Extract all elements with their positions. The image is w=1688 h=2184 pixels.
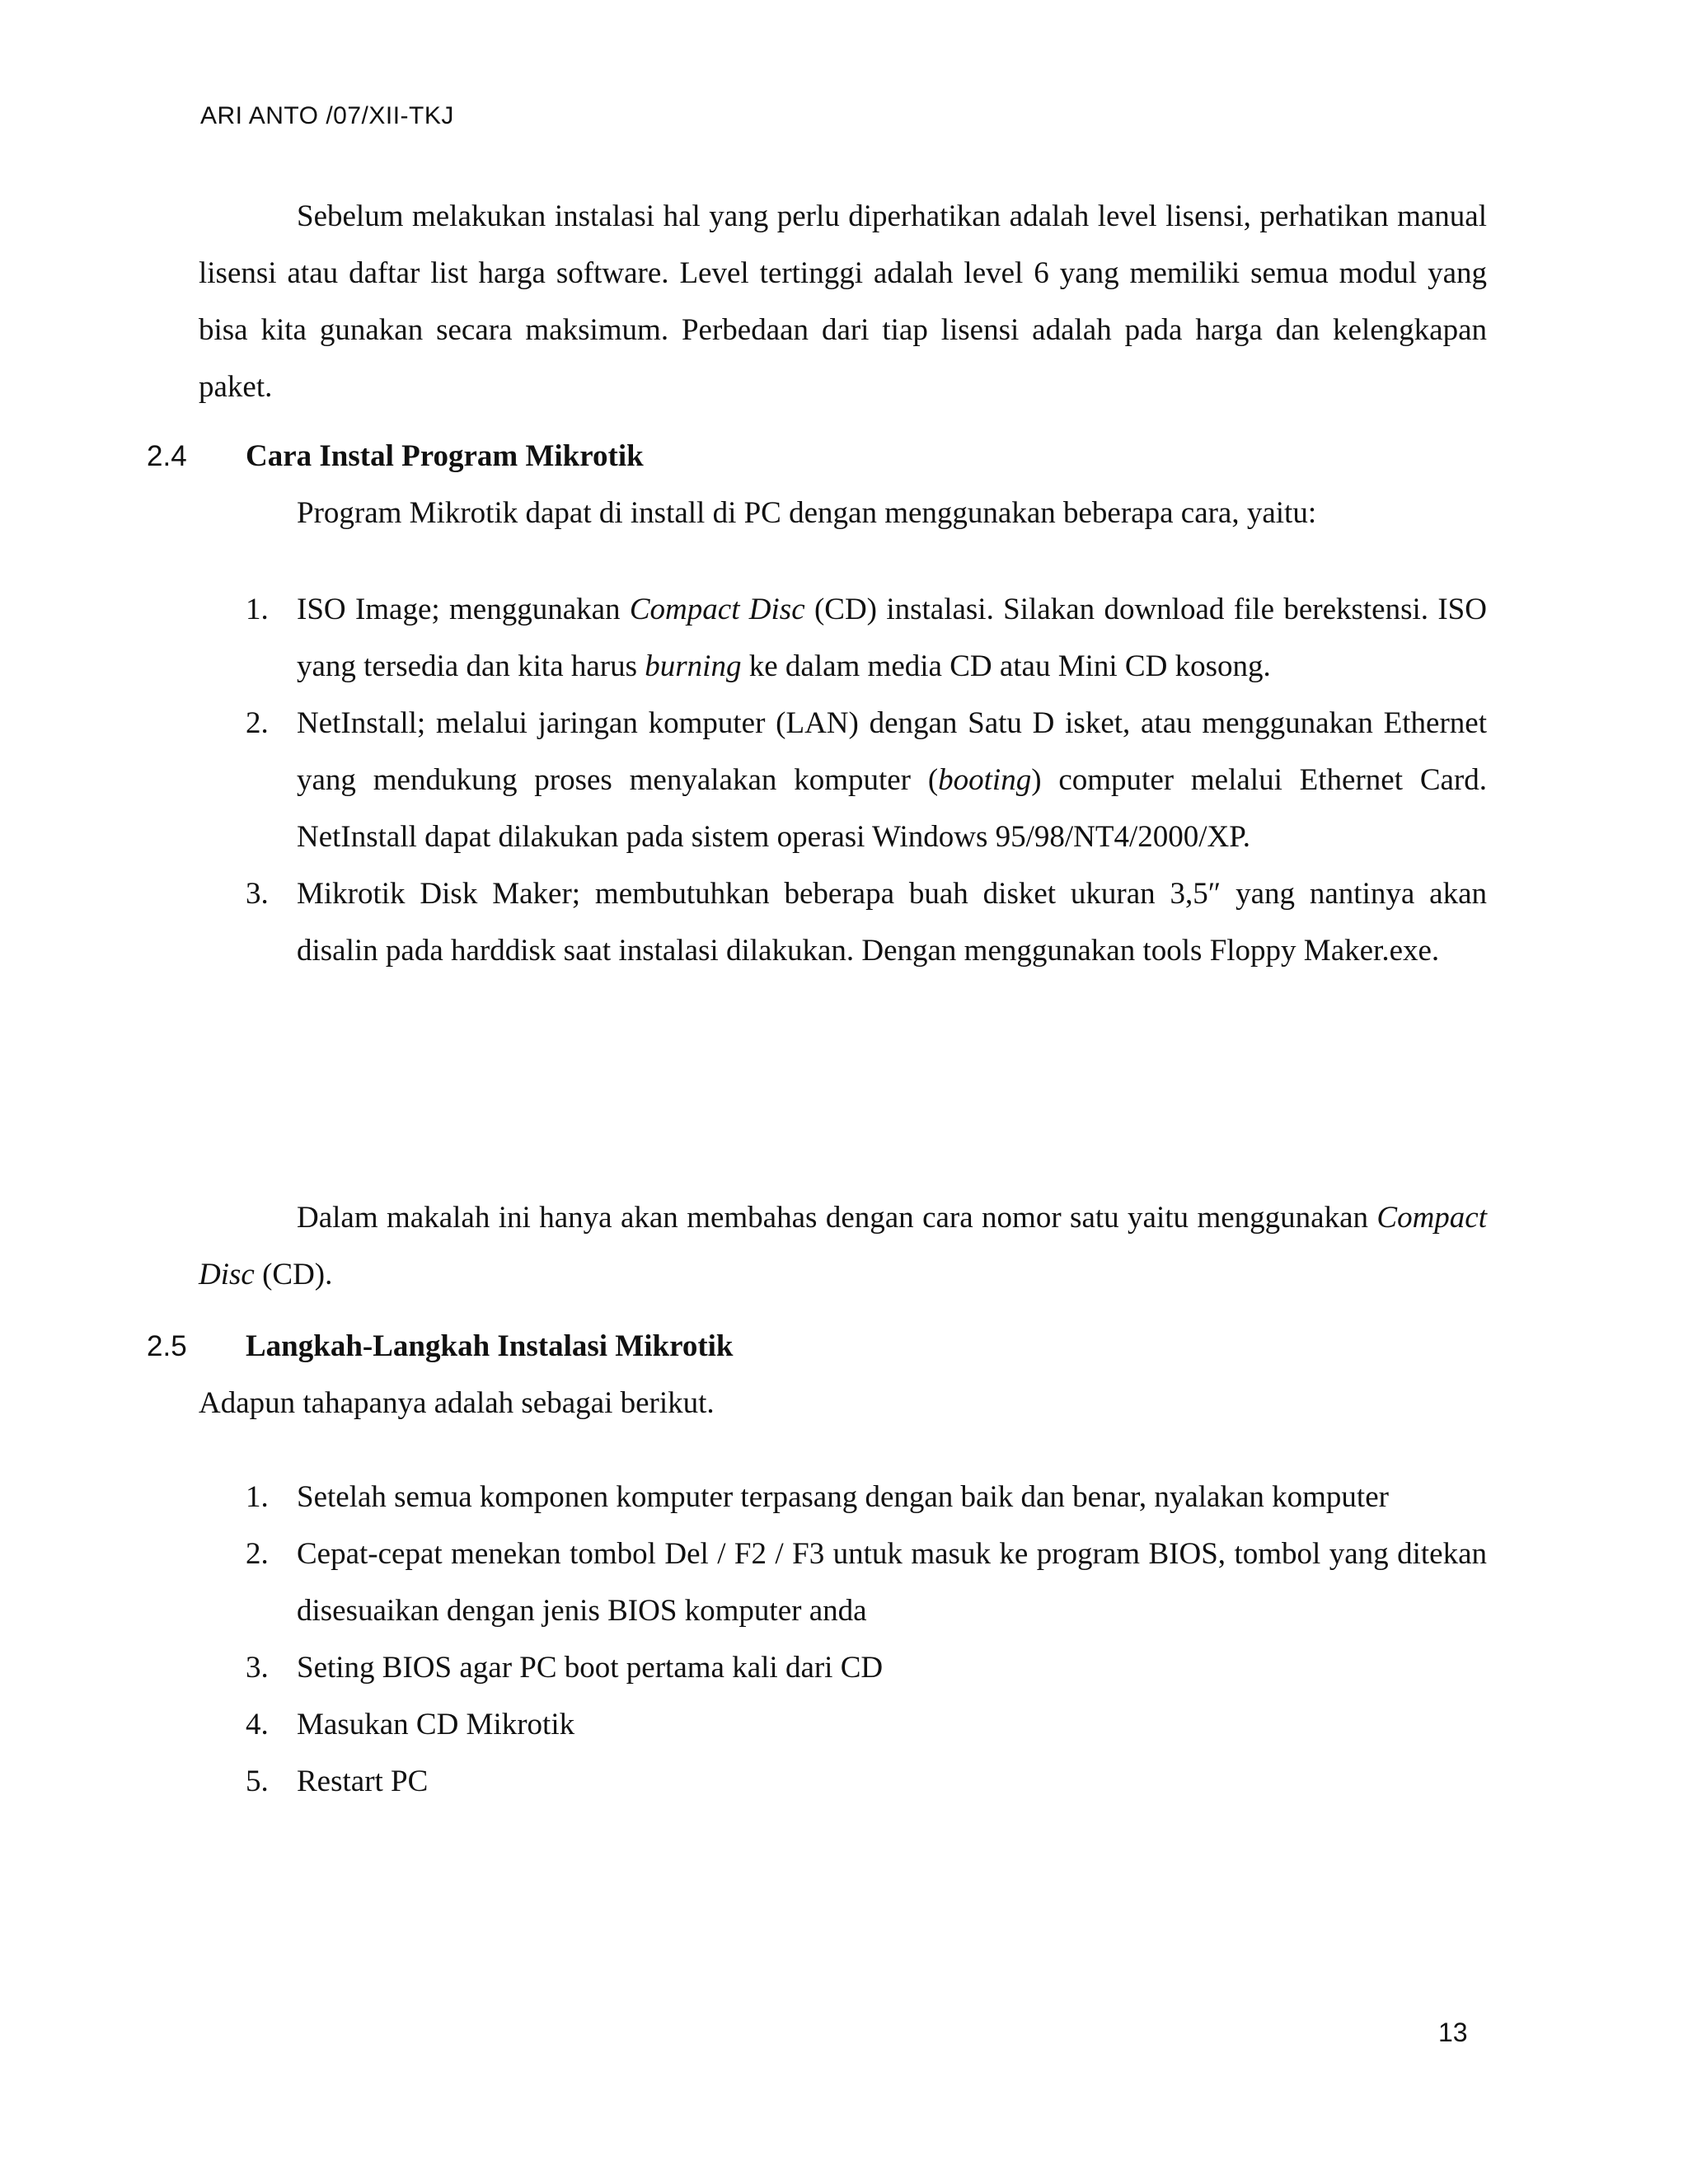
section-2-4-lead: Program Mikrotik dapat di install di PC dengan menggunakan beberapa cara, yaitu: — [297, 496, 1317, 530]
list-item: 4. Masukan CD Mikrotik — [246, 1696, 1487, 1753]
list-marker: 1. — [246, 593, 269, 626]
closing-paragraph: Dalam makalah ini hanya akan membahas dengan cara nomor satu yaitu menggunakan Compact Disc (CD). — [199, 1201, 1487, 1291]
list-item: 2. NetInstall; melalui jaringan komputer (LAN) dengan Satu D isket, atau menggunakan Ethernet yang mendukung proses menyalakan komputer (booting) computer melalui Ethernet Card. NetInstall dapat dilakukan pada sistem operasi Windows 95/98/NT4/2000/XP. — [246, 695, 1487, 865]
list-marker: 2. — [246, 706, 269, 740]
list-item: 1. Setelah semua komponen komputer terpasang dengan baik dan benar, nyalakan komputer — [246, 1469, 1487, 1526]
list-marker: 1. — [246, 1480, 269, 1514]
section-heading-2-5 — [147, 1318, 734, 1375]
section-number: 2.4 — [147, 440, 187, 472]
section-2-5-lead: Adapun tahapanya adalah sebagai berikut. — [199, 1386, 715, 1420]
section-title: Cara Instal Program Mikrotik — [246, 439, 644, 473]
list-marker: 2. — [246, 1537, 269, 1571]
list-item: 3. Mikrotik Disk Maker; membutuhkan beberapa buah disket ukuran 3,5″ yang nantinya akan disalin pada harddisk saat instalasi dilakukan. Dengan menggunakan tools Floppy Maker.exe. — [246, 865, 1487, 979]
list-item: 3. Seting BIOS agar PC boot pertama kali dari CD — [246, 1639, 1487, 1696]
section-number: 2.5 — [147, 1330, 187, 1362]
list-marker: 3. — [246, 1651, 269, 1685]
list-item: 5. Restart PC — [246, 1753, 1487, 1810]
list-marker: 3. — [246, 877, 269, 911]
page-header: ARI ANTO /07/XII-TKJ — [200, 102, 454, 129]
install-methods-list — [246, 581, 1487, 979]
list-marker: 4. — [246, 1708, 269, 1741]
page-number: 13 — [1438, 2018, 1468, 2047]
list-item: 1. ISO Image; menggunakan Compact Disc (CD) instalasi. Silakan download file berekstensi. ISO yang tersedia dan kita harus burning ke dalam media CD atau Mini CD kosong. — [246, 581, 1487, 695]
list-item: 2. Cepat-cepat menekan tombol Del / F2 / F3 untuk masuk ke program BIOS, tombol yang ditekan disesuaikan dengan jenis BIOS komputer anda — [246, 1526, 1487, 1639]
install-steps-list — [246, 1469, 1487, 1810]
section-title: Langkah-Langkah Instalasi Mikrotik — [246, 1329, 734, 1363]
intro-paragraph: Sebelum melakukan instalasi hal yang perlu diperhatikan adalah level lisensi, perhatikan manual lisensi atau daftar list harga software. Level tertinggi adalah level 6 yang memiliki semua modul yang bisa kita gunakan secara maksimum. Perbedaan dari tiap lisensi adalah pada harga dan kelengkapan paket. — [199, 199, 1487, 404]
section-heading-2-4 — [147, 428, 644, 485]
list-marker: 5. — [246, 1765, 269, 1798]
